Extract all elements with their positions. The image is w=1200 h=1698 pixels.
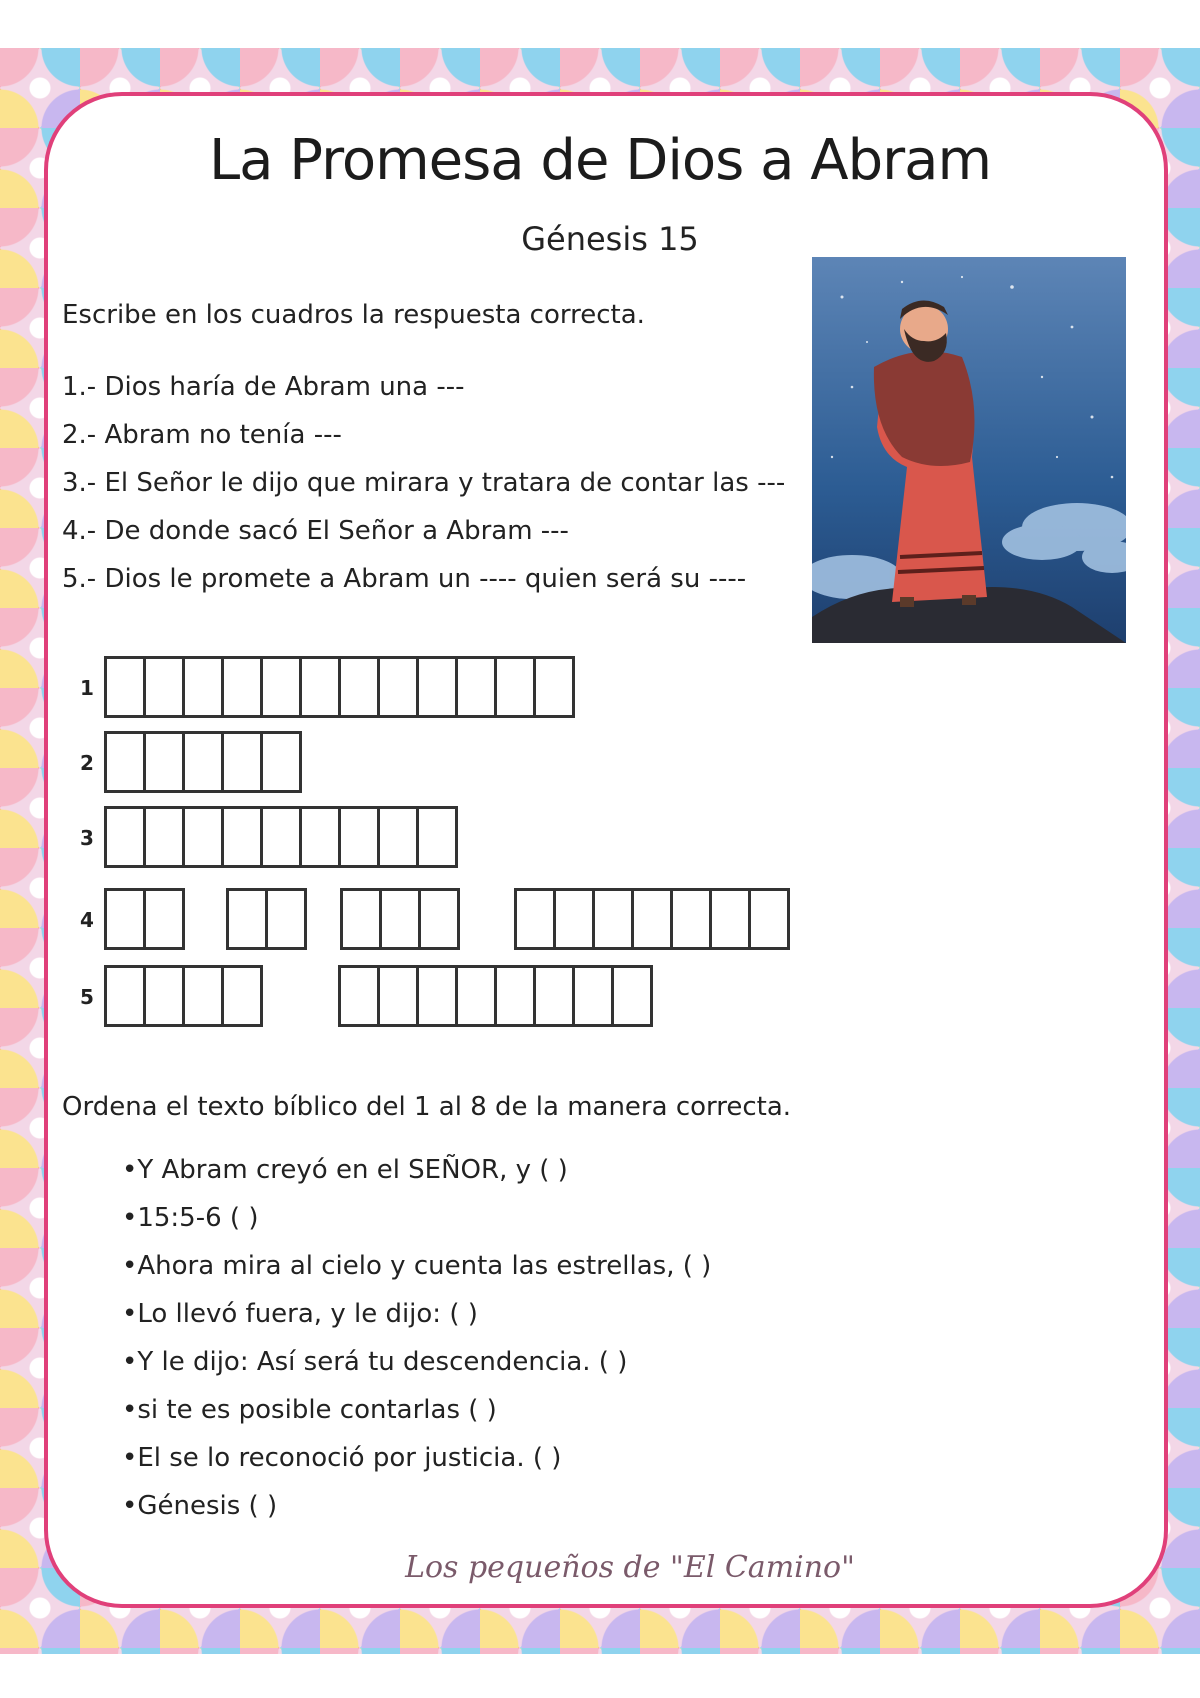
answer-box[interactable] [533, 656, 575, 718]
answer-box[interactable] [265, 888, 307, 950]
answer-word-boxes [226, 888, 307, 950]
answer-box[interactable] [260, 806, 302, 868]
grid-row-label: 1 [80, 676, 94, 700]
answer-box[interactable] [455, 656, 497, 718]
answer-box[interactable] [748, 888, 790, 950]
order-item: •El se lo reconoció por justicia. ( ) [122, 1443, 562, 1473]
answer-box[interactable] [221, 656, 263, 718]
answer-box[interactable] [143, 656, 185, 718]
answer-box[interactable] [377, 965, 419, 1027]
question-4: 4.- De donde sacó El Señor a Abram --- [62, 516, 569, 546]
answer-box[interactable] [143, 731, 185, 793]
foot [900, 597, 914, 607]
answer-box[interactable] [104, 965, 146, 1027]
question-2: 2.- Abram no tenía --- [62, 420, 342, 450]
answer-word-boxes [104, 888, 185, 950]
order-item: •Ahora mira al cielo y cuenta las estrellas, ( ) [122, 1251, 712, 1281]
answer-box[interactable] [670, 888, 712, 950]
answer-box[interactable] [182, 806, 224, 868]
answer-box[interactable] [455, 965, 497, 1027]
answer-box[interactable] [143, 888, 185, 950]
answer-box[interactable] [104, 888, 146, 950]
order-item: •Lo llevó fuera, y le dijo: ( ) [122, 1299, 478, 1329]
answer-box[interactable] [338, 656, 380, 718]
answer-box[interactable] [709, 888, 751, 950]
answer-box[interactable] [182, 731, 224, 793]
grid-row-label: 4 [80, 908, 94, 932]
answer-box[interactable] [572, 965, 614, 1027]
answer-box[interactable] [104, 806, 146, 868]
answer-box[interactable] [260, 731, 302, 793]
answer-word-boxes [338, 965, 653, 1027]
order-item: •Y le dijo: Así será tu descendencia. ( ) [122, 1347, 628, 1377]
answer-box[interactable] [221, 731, 263, 793]
answer-box[interactable] [416, 965, 458, 1027]
answer-box[interactable] [260, 656, 302, 718]
answer-box[interactable] [143, 965, 185, 1027]
answer-box[interactable] [182, 656, 224, 718]
answer-box[interactable] [416, 806, 458, 868]
answer-box[interactable] [221, 965, 263, 1027]
answer-word-boxes [104, 806, 458, 868]
question-1: 1.- Dios haría de Abram una --- [62, 372, 465, 402]
page-subtitle: Génesis 15 [521, 220, 699, 258]
answer-word-boxes [104, 656, 575, 718]
foot [962, 595, 976, 605]
grid-row-label: 2 [80, 751, 94, 775]
order-item: •si te es posible contarlas ( ) [122, 1395, 497, 1425]
answer-box[interactable] [377, 806, 419, 868]
answer-box[interactable] [340, 888, 382, 950]
answer-box[interactable] [514, 888, 556, 950]
answer-box[interactable] [416, 656, 458, 718]
answer-box[interactable] [631, 888, 673, 950]
answer-box[interactable] [299, 656, 341, 718]
answer-box[interactable] [299, 806, 341, 868]
answer-box[interactable] [338, 806, 380, 868]
instruction-boxes: Escribe en los cuadros la respuesta correcta. [62, 300, 645, 330]
grid-row-label: 5 [80, 985, 94, 1009]
answer-box[interactable] [592, 888, 634, 950]
answer-box[interactable] [379, 888, 421, 950]
footer-credit: Los pequeños de "El Camino" [405, 1550, 855, 1585]
order-item: •15:5-6 ( ) [122, 1203, 259, 1233]
answer-box[interactable] [104, 731, 146, 793]
answer-box[interactable] [553, 888, 595, 950]
answer-word-boxes [104, 965, 263, 1027]
grid-row-label: 3 [80, 826, 94, 850]
page-title: La Promesa de Dios a Abram [208, 128, 992, 193]
answer-box[interactable] [338, 965, 380, 1027]
order-item: •Génesis ( ) [122, 1491, 278, 1521]
question-3: 3.- El Señor le dijo que mirara y tratara de contar las --- [62, 468, 786, 498]
answer-box[interactable] [377, 656, 419, 718]
answer-box[interactable] [611, 965, 653, 1027]
answer-box[interactable] [418, 888, 460, 950]
answer-box[interactable] [143, 806, 185, 868]
answer-box[interactable] [533, 965, 575, 1027]
answer-word-boxes [340, 888, 460, 950]
answer-box[interactable] [221, 806, 263, 868]
answer-word-boxes [104, 731, 302, 793]
answer-box[interactable] [226, 888, 268, 950]
answer-box[interactable] [494, 656, 536, 718]
answer-box[interactable] [104, 656, 146, 718]
answer-box[interactable] [182, 965, 224, 1027]
abram-illustration [812, 257, 1126, 643]
answer-box[interactable] [494, 965, 536, 1027]
question-5: 5.- Dios le promete a Abram un ---- quien será su ---- [62, 564, 747, 594]
instruction-order: Ordena el texto bíblico del 1 al 8 de la manera correcta. [62, 1092, 792, 1122]
answer-word-boxes [514, 888, 790, 950]
order-item: •Y Abram creyó en el SEÑOR, y ( ) [122, 1155, 568, 1185]
